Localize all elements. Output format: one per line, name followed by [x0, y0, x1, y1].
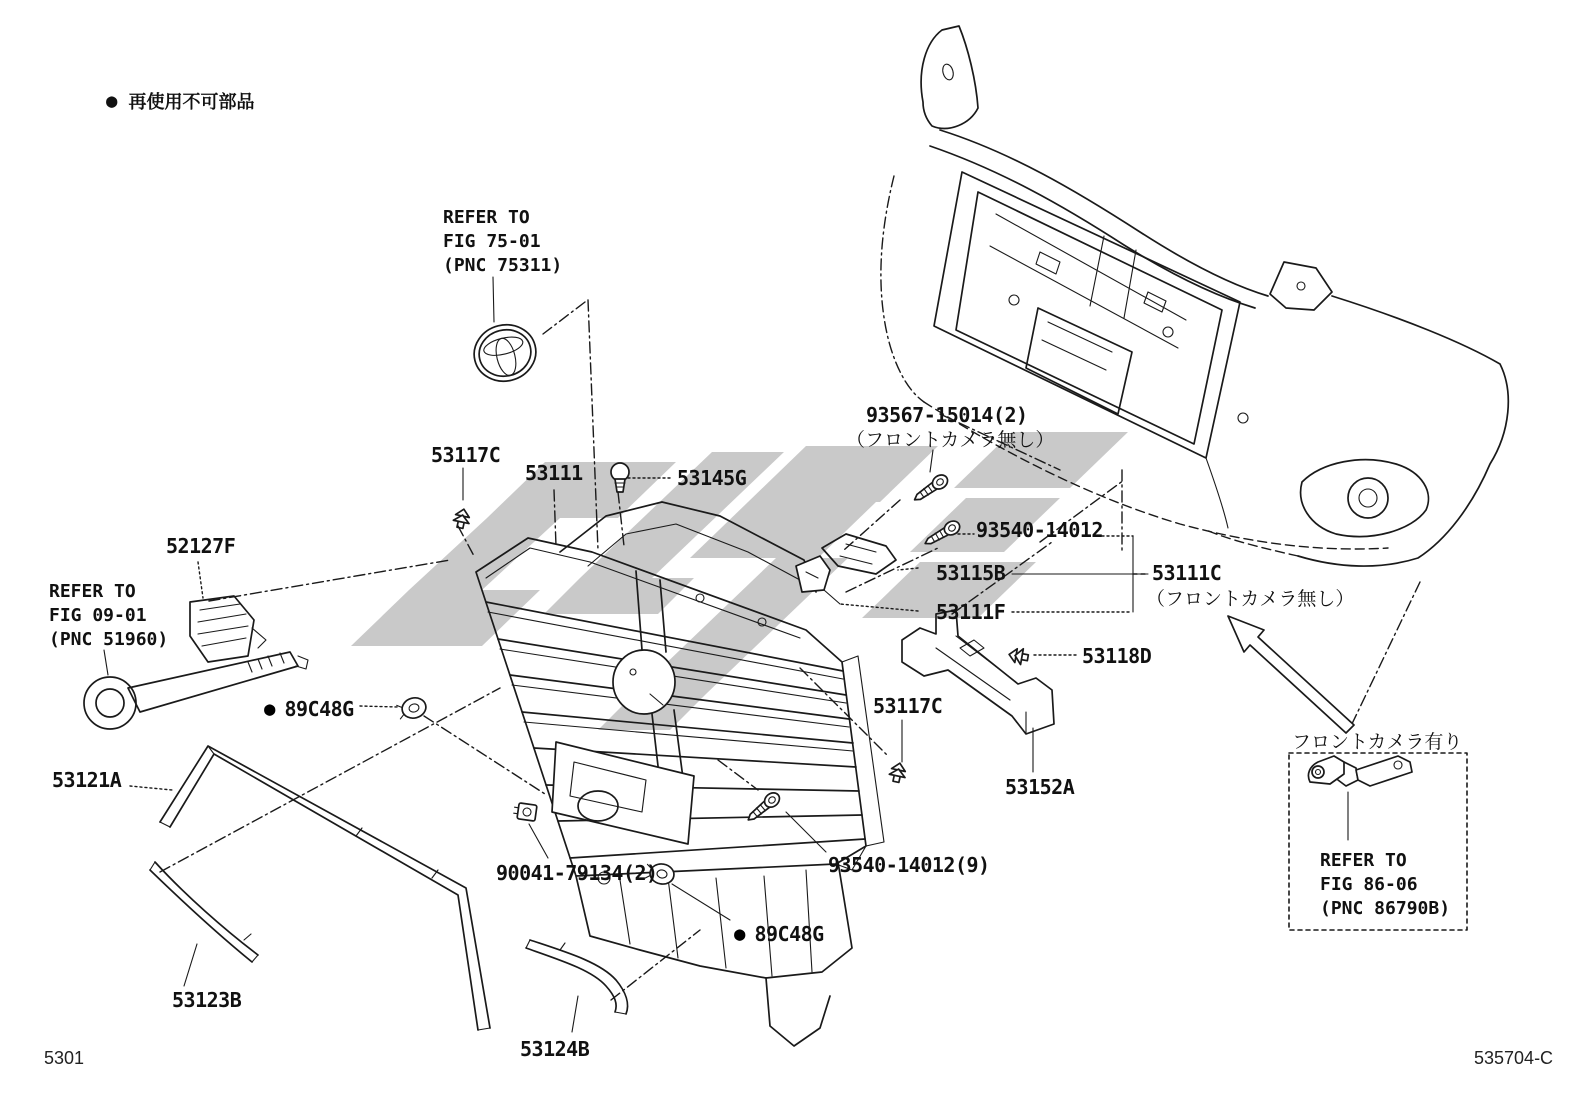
- callout-53152A: 53152A: [1005, 775, 1075, 799]
- ref-camera-line3: (PNC 86790B): [1320, 898, 1451, 919]
- ref-towhook-line3: (PNC 51960): [49, 629, 169, 650]
- clip-53117C-mid-icon: [888, 762, 908, 784]
- figure-code: 535704-C: [1474, 1048, 1554, 1068]
- clip-53118D-icon: [1008, 647, 1029, 666]
- callout-89C48G-upper-label: 89C48G: [284, 697, 354, 721]
- ref-camera-line2: FIG 86-06: [1320, 874, 1418, 895]
- ref-towhook-line2: FIG 09-01: [49, 605, 147, 626]
- front-camera-icon: [1308, 756, 1412, 840]
- callout-89C48G-upper: [264, 697, 354, 721]
- callout-53145G: 53145G: [677, 466, 747, 490]
- bracket-52127F: [190, 596, 266, 662]
- callout-93567-15014: 93567-15014(2): [866, 403, 1028, 427]
- ref-towhook: [49, 580, 168, 652]
- nonreusable-note-text: 再使用不可部品: [128, 92, 255, 113]
- ref-towhook-line1: REFER TO: [49, 581, 136, 602]
- callout-53117C-upper: 53117C: [431, 443, 501, 467]
- clip-53117C-upper-icon: [452, 508, 472, 530]
- note-no-camera-upper: （フロントカメラ無し）: [846, 429, 1055, 451]
- phantom-lines: [160, 300, 1420, 1000]
- molding-53123B: [150, 862, 258, 962]
- ref-emblem: [443, 206, 562, 278]
- camera-variant-arrow: [1228, 616, 1354, 733]
- callout-53117C-mid: 53117C: [873, 694, 943, 718]
- screw-93567-icon: [911, 472, 950, 505]
- ref-camera-line1: REFER TO: [1320, 850, 1407, 871]
- callout-53124B: 53124B: [520, 1037, 590, 1061]
- callout-52127F: 52127F: [166, 534, 236, 558]
- callout-53111: 53111: [525, 461, 583, 485]
- ref-emblem-line2: FIG 75-01: [443, 231, 541, 252]
- ref-emblem-line1: REFER TO: [443, 207, 530, 228]
- callout-90041-79134: 90041-79134(2): [496, 861, 658, 885]
- callout-53111F: 53111F: [936, 600, 1006, 624]
- nonreusable-bullet-icon: ●: [734, 922, 746, 945]
- toyota-emblem-icon: [468, 318, 542, 387]
- note-no-camera-lower: （フロントカメラ無し）: [1146, 588, 1355, 610]
- nonreusable-bullet-icon: ●: [106, 89, 118, 112]
- callout-93540-14012-9: 93540-14012(9): [828, 853, 990, 877]
- nonreusable-bullet-icon: ●: [264, 697, 276, 720]
- nonreusable-note: [106, 88, 254, 114]
- callout-53121A: 53121A: [52, 768, 122, 792]
- callout-93540-14012: 93540-14012: [976, 518, 1103, 542]
- callout-53118D: 53118D: [1082, 644, 1152, 668]
- page-code: 5301: [44, 1048, 85, 1068]
- callout-53115B: 53115B: [936, 561, 1006, 585]
- clip-90041-icon: [513, 802, 537, 821]
- screw-93540-9-icon: [744, 790, 782, 825]
- callout-53123B: 53123B: [172, 988, 242, 1012]
- ref-emblem-line3: (PNC 75311): [443, 255, 563, 276]
- callout-53111C: 53111C: [1152, 561, 1222, 585]
- callout-89C48G-lower: [734, 922, 824, 946]
- ref-camera: [1320, 849, 1450, 921]
- note-with-camera: フロントカメラ有り: [1292, 731, 1463, 753]
- grommet-89C48G-upper-icon: [396, 695, 428, 722]
- callout-89C48G-lower-label: 89C48G: [754, 922, 824, 946]
